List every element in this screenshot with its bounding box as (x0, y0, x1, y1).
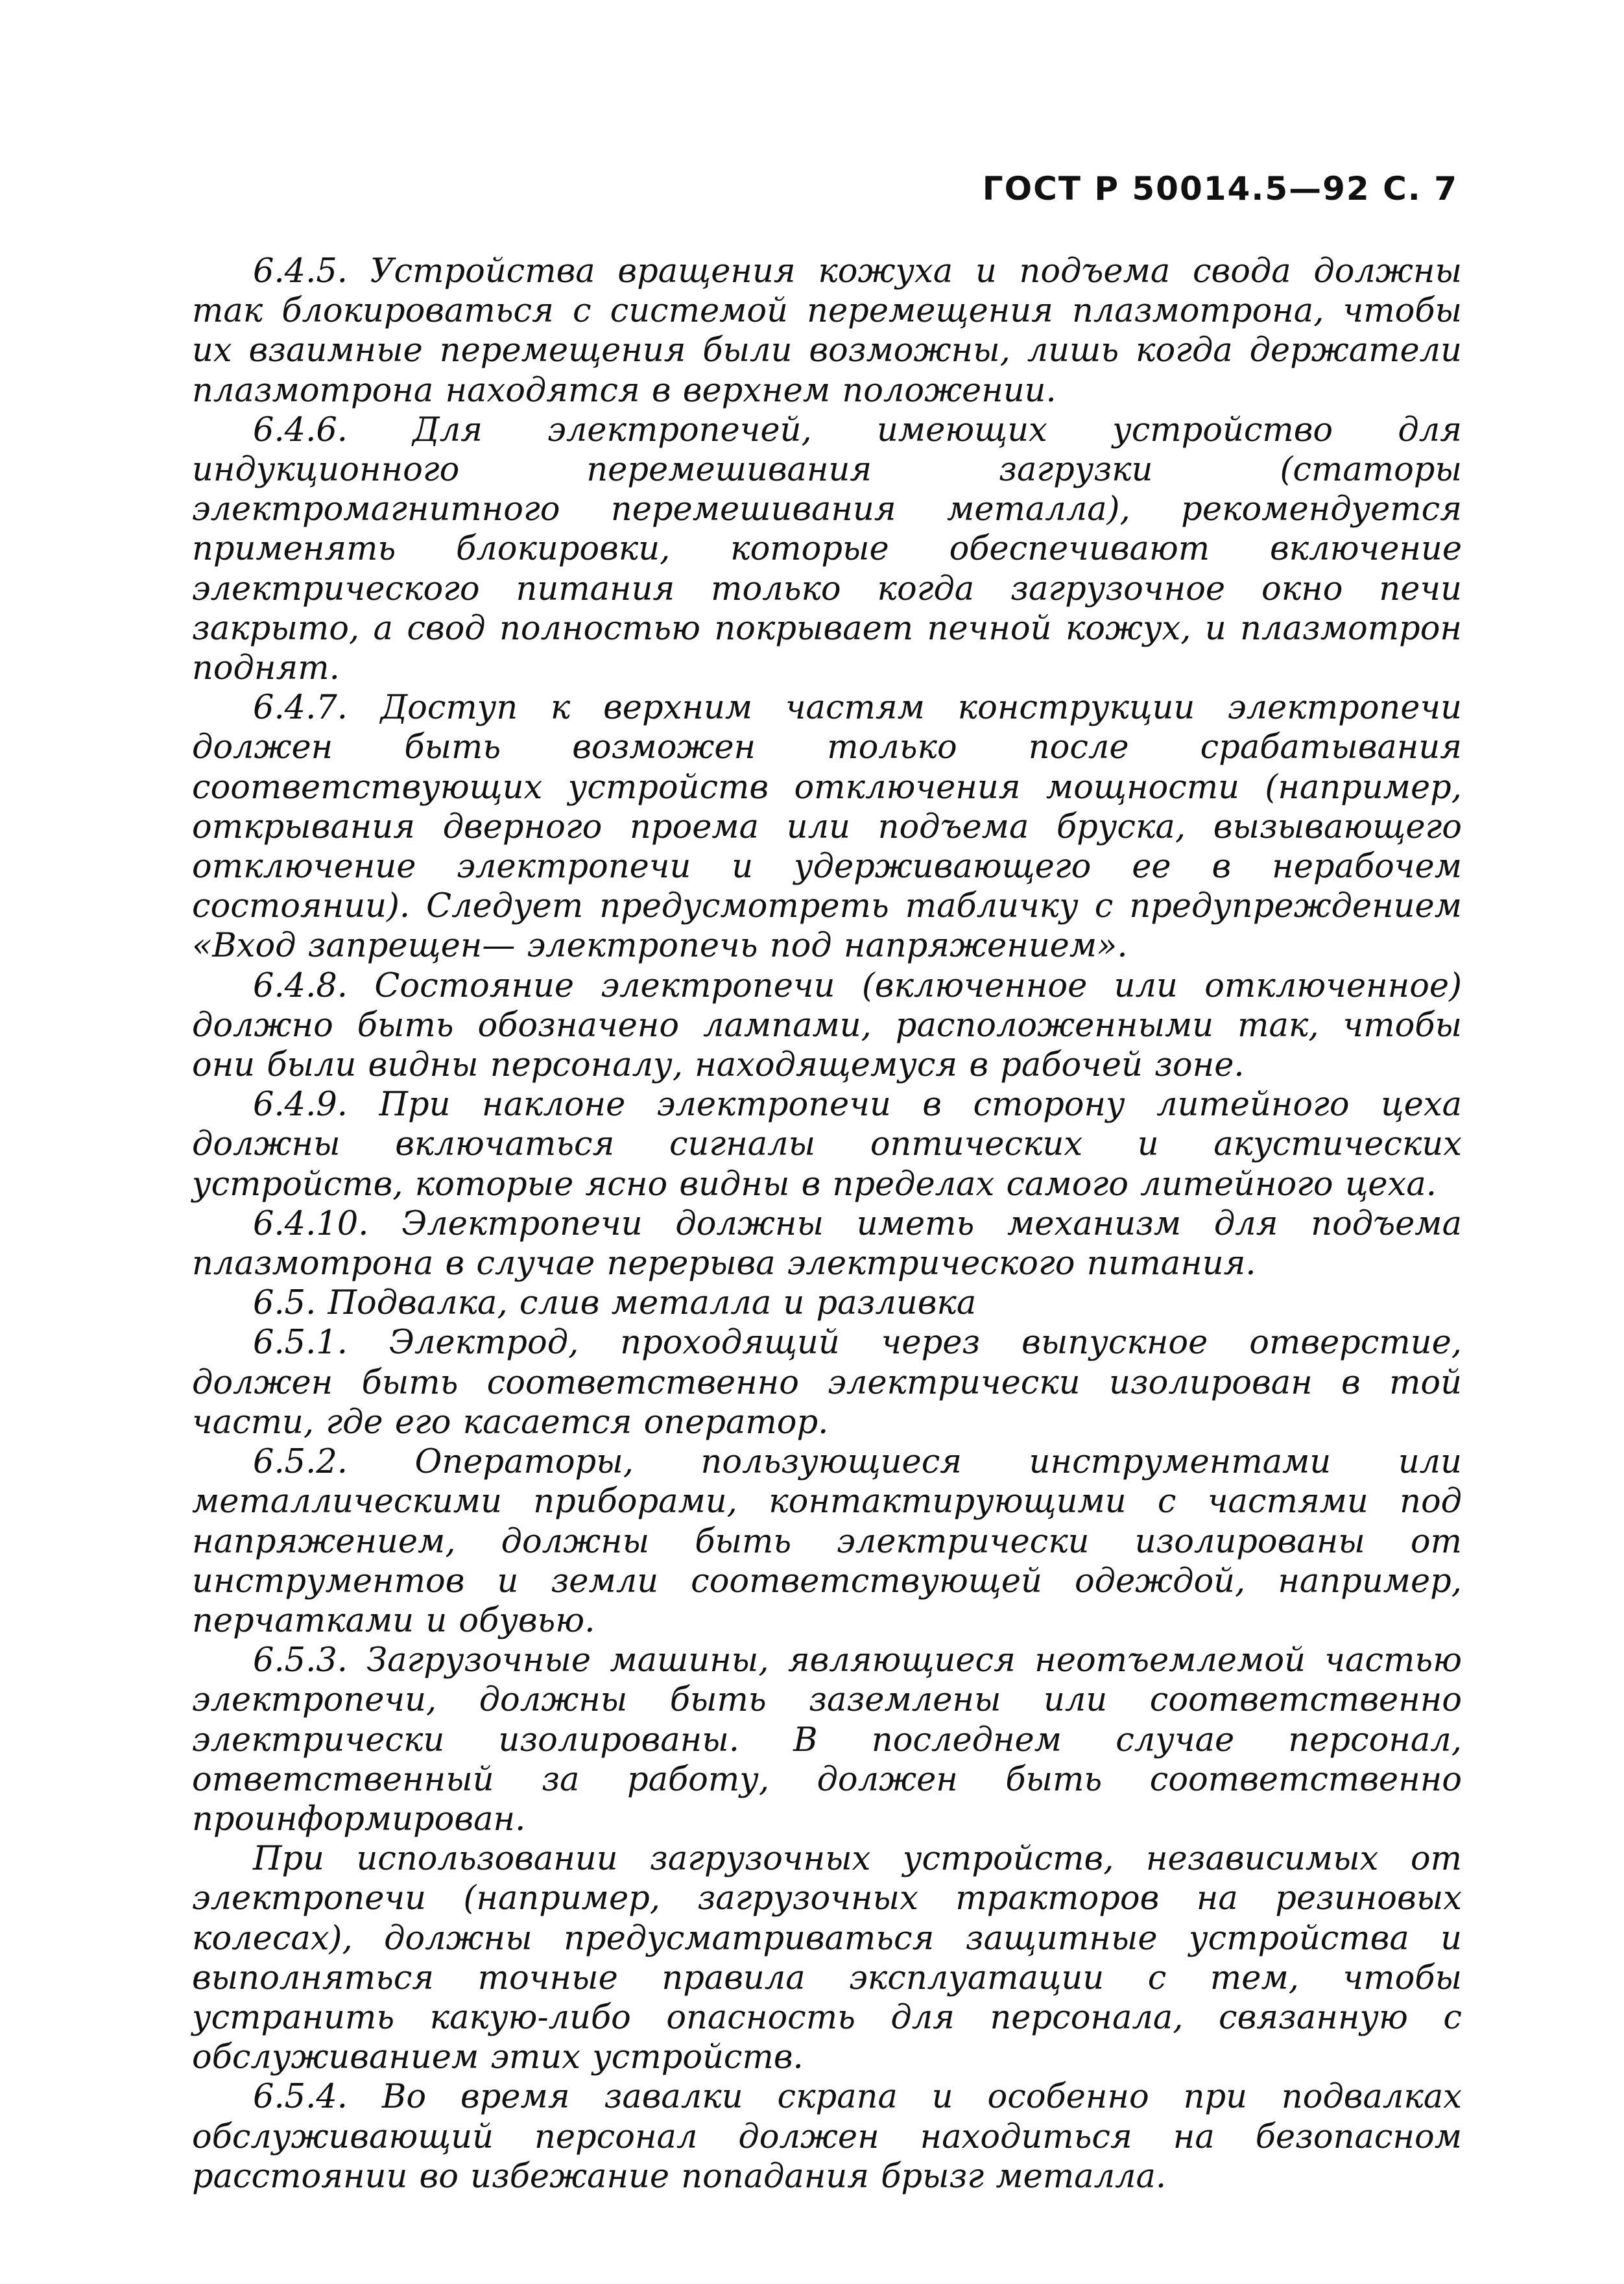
paragraph-6-4-8: 6.4.8. Состояние электропечи (включенное или отключенное) должно быть обозначено лампами, расположенными так, чтобы они были видны персоналу, находящемуся в рабочей зоне. (192, 966, 1462, 1085)
paragraph-6-5-3-continued: При использовании загрузочных устройств, независимых от электропечи (например, загрузочных тракторов на резиновых колесах), должны предусматриваться защитные устройства и выполняться точные правила эксплуатации с тем, чтобы устранить какую-либо опасность для персонала, связанную с обслуживанием этих устройств. (192, 1840, 1462, 2077)
paragraph-6-5-4: 6.5.4. Во время завалки скрапа и особенно при подвалках обслуживающий персонал должен находиться на безопасном расстоянии во избежание попадания брызг металла. (192, 2078, 1462, 2196)
paragraph-6-4-5: 6.4.5. Устройства вращения кожуха и подъема свода должны так блокироваться с системой перемещения плазмотрона, чтобы их взаимные перемещения были возможны, лишь когда держатели плазмотрона находятся в верхнем положении. (192, 252, 1462, 410)
paragraph-6-5-2: 6.5.2. Операторы, пользующиеся инструментами или металлическими приборами, контактирующими с частями под напряжением, должны быть электрически изолированы от инструментов и земли соответствующей одеждой, например, перчатками и обувью. (192, 1443, 1462, 1640)
paragraph-6-4-10: 6.4.10. Электропечи должны иметь механизм для подъема плазмотрона в случае перерыва электрического питания. (192, 1204, 1462, 1283)
section-heading-6-5: 6.5. Подвалка, слив металла и разливка (253, 1284, 977, 1323)
paragraph-6-4-7: 6.4.7. Доступ к верхним частям конструкции электропечи должен быть возможен только после срабатывания соответствующих устройств отключения мощности (например, открывания дверного проема или подъема бруска, вызывающего отключение электропечи и удерживающего ее в нерабочем состоянии). Следует предусмотреть табличку с предупреждением «Вход запрещен— электропечь под напряжением». (192, 689, 1462, 966)
document-body (192, 252, 1462, 2196)
page-header: ГОСТ Р 50014.5—92 С. 7 (982, 170, 1458, 208)
paragraph-6-4-9: 6.4.9. При наклоне электропечи в сторону литейного цеха должны включаться сигналы оптических и акустических устройств, которые ясно видны в пределах самого литейного цеха. (192, 1086, 1462, 1204)
paragraph-6-5-3: 6.5.3. Загрузочные машины, являющиеся неотъемлемой частью электропечи, должны быть заземлены или соответственно электрически изолированы. В последнем случае персонал, ответственный за работу, должен быть соответственно проинформирован. (192, 1641, 1462, 1838)
paragraph-6-4-6: 6.4.6. Для электропечей, имеющих устройство для индукционного перемешивания загрузки (статоры электромагнитного перемешивания металла), рекомендуется применять блокировки, которые обеспечивают включение электрического питания только когда загрузочное окно печи закрыто, а свод полностью покрывает печной кожух, и плазмотрон поднят. (192, 410, 1462, 688)
paragraph-6-5-1: 6.5.1. Электрод, проходящий через выпускное отверстие, должен быть соответственно электрически изолирован в той части, где его касается оператор. (192, 1324, 1462, 1442)
